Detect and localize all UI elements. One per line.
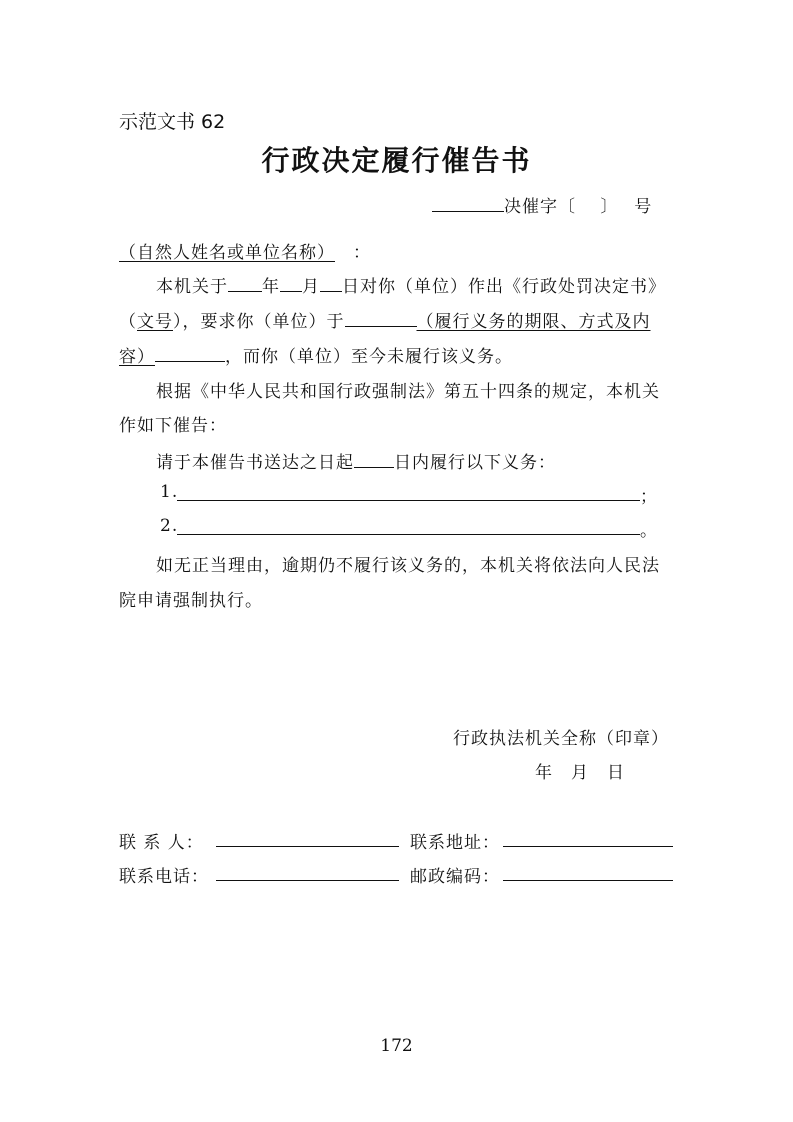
para2-line1: 根据《中华人民共和国行政强制法》第五十四条的规定，本机关 xyxy=(156,382,660,402)
para1-text-e: （ xyxy=(119,312,137,332)
obligation-blank[interactable] xyxy=(155,343,225,362)
para1-text-f: ），要求你（单位）于 xyxy=(173,312,345,332)
contact-phone-field[interactable] xyxy=(216,880,399,881)
addressee-line xyxy=(119,238,371,263)
item-1-end: ； xyxy=(640,487,658,507)
addressee-colon: ： xyxy=(353,243,371,263)
item-2-line[interactable] xyxy=(177,534,640,535)
item-2-number: 2. xyxy=(160,516,179,536)
contact-person-label: 联 系 人： xyxy=(119,833,204,853)
month-blank[interactable] xyxy=(280,273,302,292)
contact-postcode-field[interactable] xyxy=(503,880,673,881)
item-2-end: 。 xyxy=(640,521,658,541)
para4-line1: 如无正当理由，逾期仍不履行该义务的，本机关将依法向人民法 xyxy=(156,556,660,576)
para1-text-a: 本机关于 xyxy=(156,277,228,297)
para4-line2: 院申请强制执行。 xyxy=(119,591,263,611)
document-number xyxy=(432,192,652,217)
addressee-placeholder: （自然人姓名或单位名称） xyxy=(119,243,335,263)
page-title: 行政决定履行催告书 xyxy=(261,144,532,177)
item-1-number: 1. xyxy=(160,482,179,502)
contact-person-field[interactable] xyxy=(216,846,399,847)
contact-postcode-label: 邮政编码： xyxy=(410,867,500,887)
page-number: 172 xyxy=(380,1036,413,1056)
para1-line1 xyxy=(156,272,666,297)
day-blank[interactable] xyxy=(320,273,342,292)
docnum-text: 决催字〔 〕 号 xyxy=(504,197,653,217)
para2-line2: 作如下催告： xyxy=(119,416,227,436)
para1-text-i: ，而你（单位）至今未履行该义务。 xyxy=(225,347,513,367)
para1-line3 xyxy=(119,342,513,367)
item-1-line[interactable] xyxy=(177,500,640,501)
obligation-placeholder-1: （履行义务的期限、方式及内 xyxy=(416,312,651,332)
year-blank[interactable] xyxy=(228,273,262,292)
days-blank[interactable] xyxy=(354,449,394,468)
doc-number-placeholder: 文号 xyxy=(137,312,173,332)
docnum-blank[interactable] xyxy=(432,193,504,212)
para3-text-b: 日内履行以下义务： xyxy=(394,453,556,473)
contact-phone-label: 联系电话： xyxy=(119,867,209,887)
contact-address-label: 联系地址： xyxy=(410,833,500,853)
deadline-blank[interactable] xyxy=(345,308,417,327)
para1-text-b: 年 xyxy=(262,277,280,297)
signature-date: 年 月 日 xyxy=(535,763,625,783)
para1-text-d: 日对你（单位）作出《行政处罚决定书》 xyxy=(342,277,666,297)
obligation-placeholder-2: 容） xyxy=(119,347,155,367)
para3-text-a: 请于本催告书送达之日起 xyxy=(156,453,354,473)
para1-line2 xyxy=(119,307,651,332)
para1-text-c: 月 xyxy=(302,277,320,297)
contact-address-field[interactable] xyxy=(503,846,673,847)
para3-line xyxy=(156,448,556,473)
doc-label: 示范文书 62 xyxy=(119,111,226,133)
signature-org: 行政执法机关全称（印章） xyxy=(453,729,669,749)
